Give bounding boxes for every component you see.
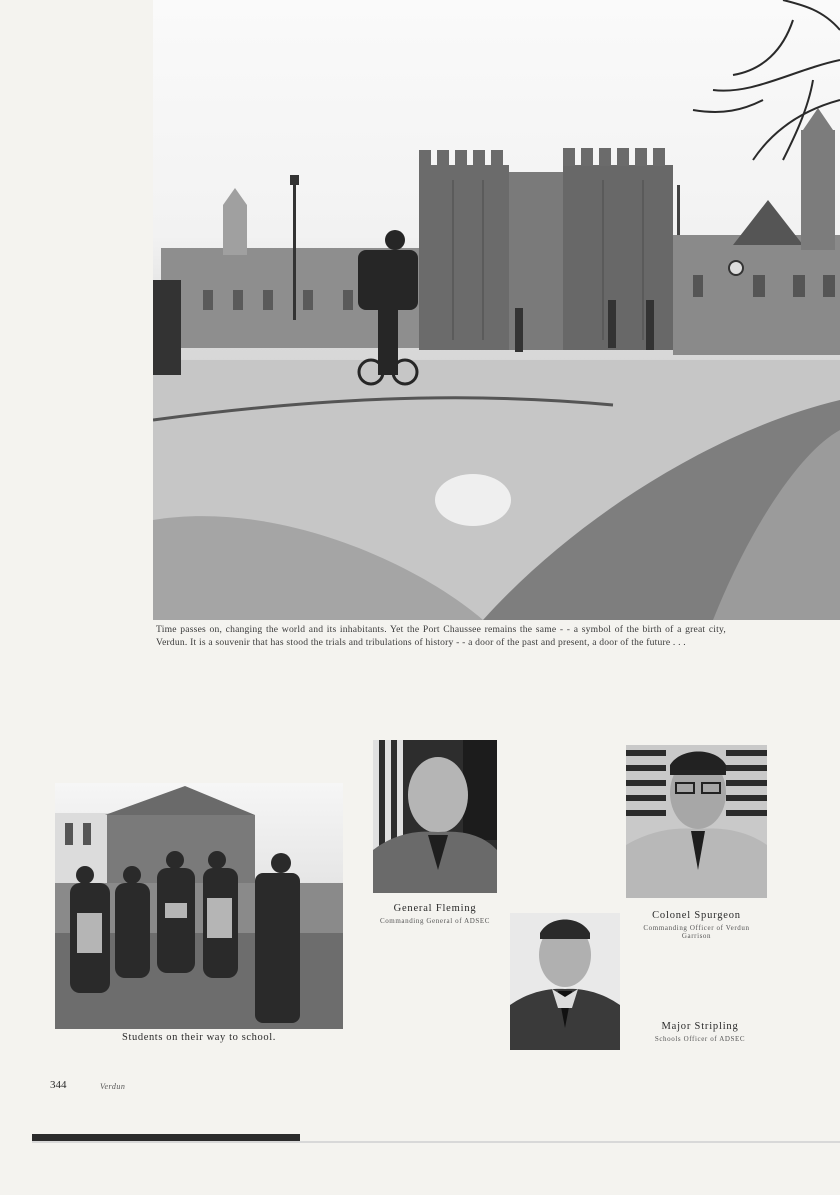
bottom-rule-light xyxy=(32,1141,840,1143)
stripling-title: Schools Officer of ADSEC xyxy=(654,1035,746,1043)
spurgeon-name: Colonel Spurgeon xyxy=(652,910,741,921)
spurgeon-title: Commanding Officer of Verdun Garrison xyxy=(643,924,750,940)
porte-chaussee-photo xyxy=(153,0,840,620)
fleming-portrait-illustration xyxy=(373,740,497,893)
spurgeon-portrait-illustration xyxy=(626,745,767,898)
stripling-portrait xyxy=(510,913,620,1050)
fleming-name: General Fleming xyxy=(393,903,477,914)
running-title: Verdun xyxy=(100,1082,126,1091)
page-number: 344 xyxy=(50,1079,67,1091)
spurgeon-portrait xyxy=(626,745,767,898)
fleming-title: Commanding General of ADSEC xyxy=(379,917,491,925)
fleming-portrait xyxy=(373,740,497,893)
students-caption: Students on their way to school. xyxy=(122,1032,276,1043)
main-photo-caption: Time passes on, changing the world and its inhabitants. Yet the Port Chaussee remains the same - - a symbol of the birth of a great city, Verdun. It is a souvenir that has stood the trials and tribulations of history - - a door of the past and present, a door of the future . . . xyxy=(156,624,726,648)
stripling-name: Major Stripling xyxy=(661,1021,739,1032)
students-illustration xyxy=(55,783,343,1029)
students-photo xyxy=(55,783,343,1029)
porte-chaussee-illustration xyxy=(153,0,840,620)
stripling-portrait-illustration xyxy=(510,913,620,1050)
